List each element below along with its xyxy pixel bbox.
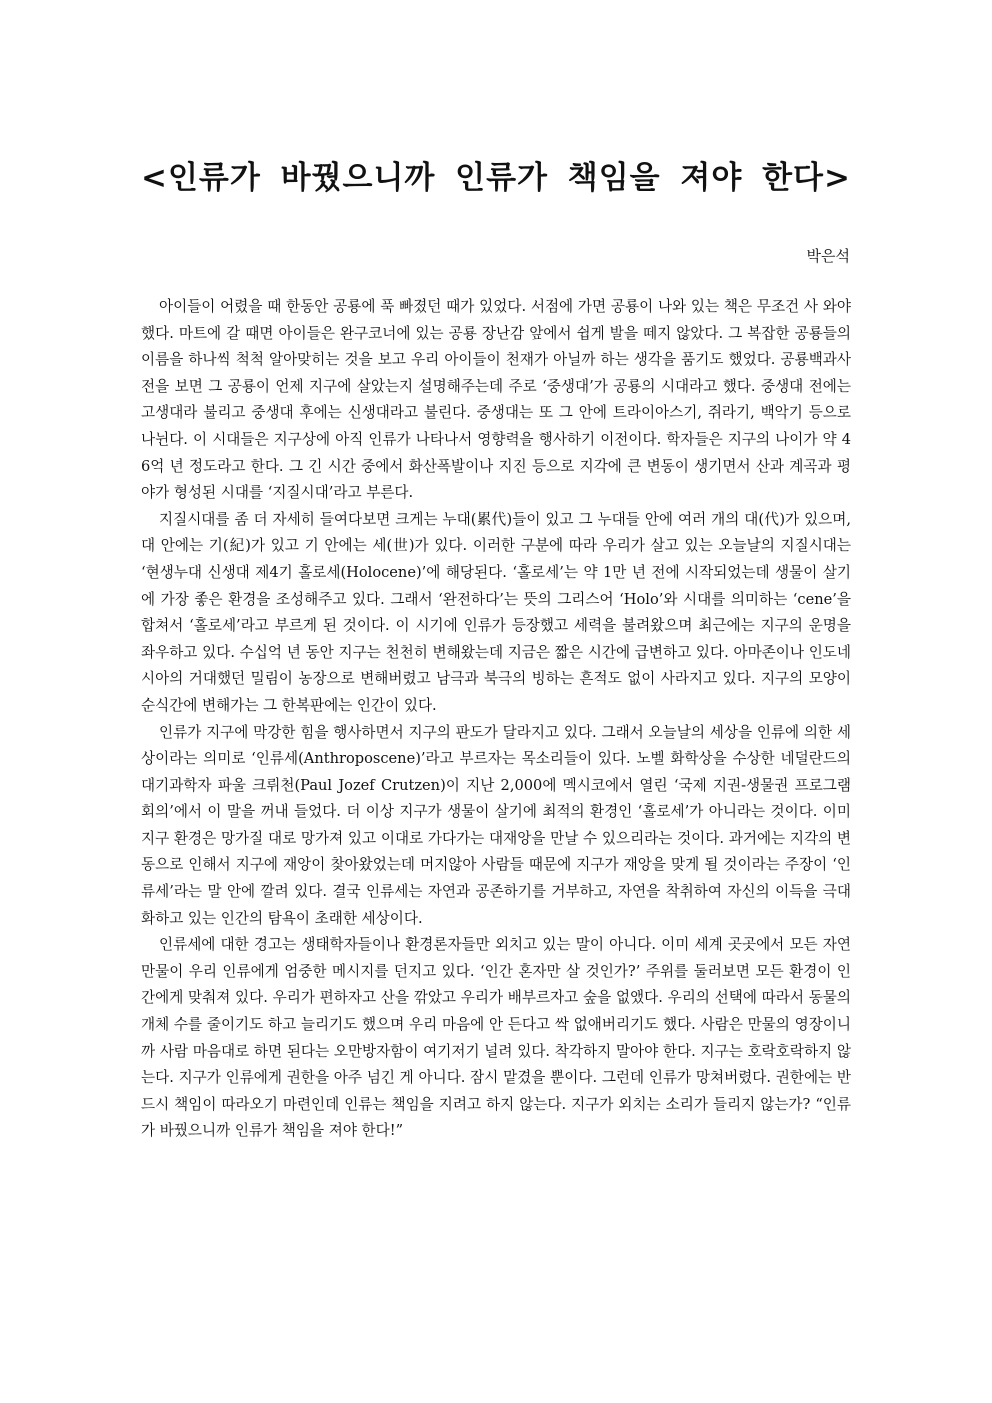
paragraph: 지질시대를 좀 더 자세히 들여다보면 크게는 누대(累代)들이 있고 그 누대들 안에 여러 개의 대(代)가 있으며, 대 안에는 기(紀)가 있고 기 안에는 세(世)가 있다. 이러한 구분에 따라 우리가 살고 있는 오늘날의 지질시대는 ‘현생누대 신생대 제4기 홀로세(Holocene)’에 해당된다. ‘홀로세’는 약 1만 년 전에 시작되었는데 생물이 살기에 가장 좋은 환경을 조성해주고 있다. 그래서 ‘완전하다’는 뜻의 그리스어 ‘Holo’와 시대를 의미하는 ‘cene’을 합쳐서 ‘홀로세’라고 부르게 된 것이다. 이 시기에 인류가 등장했고 세력을 불려왔으며 최근에는 지구의 운명을 좌우하고 있다. 수십억 년 동안 지구는 천천히 변해왔는데 지금은 짧은 시간에 급변하고 있다. 아마존이나 인도네시아의 거대했던 밀림이 농장으로 변해버렸고 남극과 북극의 빙하는 흔적도 없이 사라지고 있다. 지구의 모양이 순식간에 변해가는 그 한복판에는 인간이 있다. [141, 510, 851, 714]
paragraph: 아이들이 어렸을 때 한동안 공룡에 푹 빠졌던 때가 있었다. 서점에 가면 공룡이 나와 있는 책은 무조건 사 와야 했다. 마트에 갈 때면 아이들은 완구코너에 있는 공룡 장난감 앞에서 쉽게 발을 떼지 않았다. 그 복잡한 공룡들의 이름을 하나씩 척척 알아맞히는 것을 보고 우리 아이들이 천재가 아닐까 하는 생각을 품기도 했었다. 공룡백과사전을 보면 그 공룡이 언제 지구에 살았는지 설명해주는데 주로 ‘중생대’가 공룡의 시대라고 했다. 중생대 전에는 고생대라 불리고 중생대 후에는 신생대라고 불린다. 중생대는 또 그 안에 트라이아스기, 쥐라기, 백악기 등으로 나뉜다. 이 시대들은 지구상에 아직 인류가 나타나서 영향력을 행사하기 이전이다. 학자들은 지구의 나이가 약 46억 년 정도라고 한다. 그 긴 시간 중에서 화산폭발이나 지진 등으로 지각에 큰 변동이 생기면서 산과 계곡과 평야가 형성된 시대를 ‘지질시대’라고 부른다. [141, 298, 851, 502]
paragraph: 인류세에 대한 경고는 생태학자들이나 환경론자들만 외치고 있는 말이 아니다. 이미 세계 곳곳에서 모든 자연 만물이 우리 인류에게 엄중한 메시지를 던지고 있다. ‘인간 혼자만 살 것인가?’ 주위를 둘러보면 모든 환경이 인간에게 맞춰져 있다. 우리가 편하자고 산을 깎았고 우리가 배부르자고 숲을 없앴다. 우리의 선택에 따라서 동물의 개체 수를 줄이기도 하고 늘리기도 했으며 우리 마음에 안 든다고 싹 없애버리기도 했다. 사람은 만물의 영장이니까 사람 마음대로 하면 된다는 오만방자함이 여기저기 널려 있다. 착각하지 말아야 한다. 지구는 호락호락하지 않는다. 지구가 인류에게 권한을 아주 넘긴 게 아니다. 잠시 맡겼을 뿐이다. 그런데 인류가 망쳐버렸다. 권한에는 반드시 책임이 따라오기 마련인데 인류는 책임을 지려고 하지 않는다. 지구가 외치는 소리가 들리지 않는가? “인류가 바꿨으니까 인류가 책임을 져야 한다!” [141, 936, 851, 1140]
page-title: <인류가 바꿨으니까 인류가 책임을 져야 한다> [141, 160, 851, 196]
paragraph: 인류가 지구에 막강한 힘을 행사하면서 지구의 판도가 달라지고 있다. 그래서 오늘날의 세상을 인류에 의한 세상이라는 의미로 ‘인류세(Anthroposcene)’라고 부르자는 목소리들이 있다. 노벨 화학상을 수상한 네덜란드의 대기과학자 파울 크뤼천(Paul Jozef Crutzen)이 지난 2,000에 멕시코에서 열린 ‘국제 지권-생물권 프로그램 회의’에서 이 말을 꺼내 들었다. 더 이상 지구가 생물이 살기에 최적의 환경인 ‘홀로세’가 아니라는 것이다. 이미 지구 환경은 망가질 대로 망가져 있고 이대로 가다가는 대재앙을 만날 수 있으리라는 것이다. 과거에는 지각의 변동으로 인해서 지구에 재앙이 찾아왔었는데 머지않아 사람들 때문에 지구가 재앙을 맞게 될 것이라는 주장이 ‘인류세’라는 말 안에 깔려 있다. 결국 인류세는 자연과 공존하기를 거부하고, 자연을 착취하여 자신의 이득을 극대화하고 있는 인간의 탐욕이 초래한 세상이다. [141, 723, 851, 927]
author-name: 박은석 [806, 247, 850, 265]
article-body [141, 294, 851, 1145]
